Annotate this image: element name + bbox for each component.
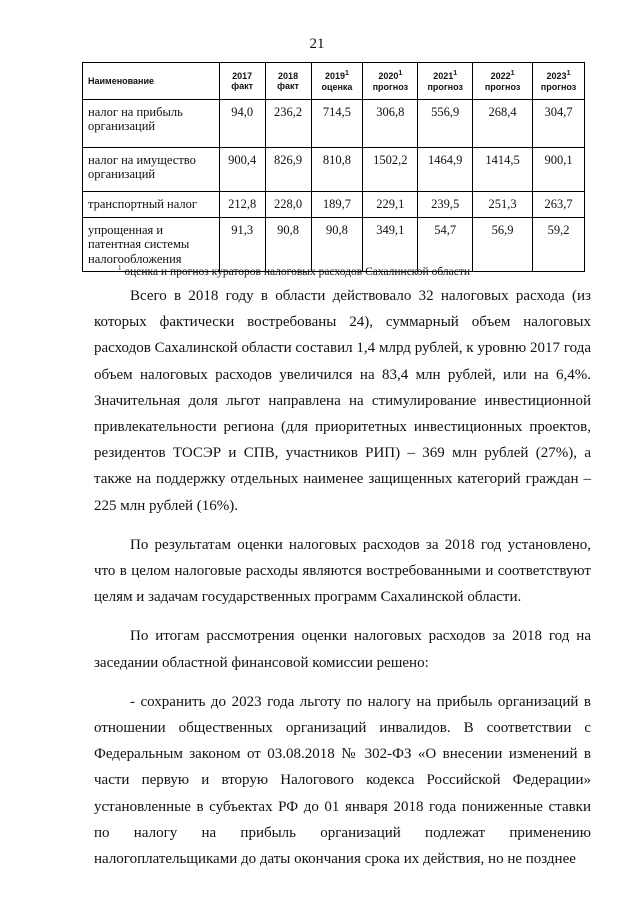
table-cell: 229,1 [363,192,418,218]
table-cell: 189,7 [311,192,363,218]
page-number: 21 [309,36,325,52]
table-cell: 90,8 [311,218,363,272]
paragraph: По итогам рассмотрения оценки налоговых расходов за 2018 год на заседании областной финансовой комиссии решено: [94,628,591,671]
header-sub: прогноз [540,81,577,92]
table-cell: 714,5 [311,100,363,148]
paragraph: По результатам оценки налоговых расходов за 2018 год установлено, что в целом налоговые расходы являются востребованными и соответствуют целям и задачам государственных программ Сахалинской области. [94,536,591,606]
row-label: упрощенная и патентная системы налогообложения [83,218,220,272]
table-cell: 54,7 [418,218,473,272]
table-cell: 810,8 [311,148,363,192]
header-footnote-marker: 1 [453,70,458,78]
table-row [83,100,585,148]
header-label: 2020 [378,71,399,82]
table-cell: 1502,2 [363,148,418,192]
table-cell: 556,9 [418,100,473,148]
row-label: транспортный налог [83,192,220,218]
paragraph: Всего в 2018 году в области действовало 32 налоговых расхода (из которых фактически востребованы 24), суммарный объем налоговых расходов Сахалинской области составил 1,4 млрд рублей, к уровню 2017 года объем налоговых расходов увеличился на 83,4 млн рублей, или на 6,4%. Значительная доля льгот направлена на стимулирование инвестиционной привлекательности региона (для приоритетных инвестиционных проектов, резидентов ТОСЭР и СПВ, участников РИП) – 369 млн рублей (27%), а также на поддержку отдельных наименее защищенных категорий граждан – 225 млн рублей (16%). [94,288,591,514]
table-cell: 251,3 [473,192,533,218]
header-sub: прогноз [372,81,409,92]
table-cell: 304,7 [533,100,585,148]
header-sub: прогноз [484,81,521,92]
header-label: 2017 [232,70,253,81]
footnote-text: оценка и прогноз кураторов налоговых расходов Сахалинской области [121,265,471,278]
header-label: 2023 [546,71,567,82]
table-cell: 239,5 [418,192,473,218]
row-label: налог на имущество организаций [83,148,220,192]
header-sub: оценка [321,81,353,92]
table-footnote [118,264,470,278]
header-year [363,63,418,100]
header-name [83,63,220,100]
table-cell: 306,8 [363,100,418,148]
table-cell: 56,9 [473,218,533,272]
footnote-marker: 1 [118,264,122,272]
header-label: 2018 [278,70,299,81]
row-label: налог на прибыль организаций [83,100,220,148]
table-cell: 236,2 [265,100,311,148]
header-footnote-marker: 1 [566,70,571,78]
header-label: 2019 [324,71,346,82]
table-cell: 212,8 [219,192,265,218]
header-year [219,63,265,100]
table-cell: 900,1 [533,148,585,192]
table-cell: 900,4 [219,148,265,192]
table-cell: 263,7 [533,192,585,218]
header-footnote-marker: 1 [398,70,403,78]
header-footnote-marker: 1 [345,70,349,78]
header-year [311,63,363,100]
paragraph: - сохранить до 2023 года льготу по налогу на прибыль организаций в отношении общественных организаций инвалидов. В соответствии с Федеральным законом от 03.08.2018 № 302-ФЗ «О внесении изменений в части первую и вторую Налогового кодекса Российской Федерации» установленные в субъектах РФ до 01 января 2018 года пониженные ставки по налогу на прибыль организаций подлежат применению налогоплательщиками до даты окончания срока их действия, но не позднее [94,693,591,868]
header-year [265,63,311,100]
table-cell: 268,4 [473,100,533,148]
header-sub: факт [231,81,254,91]
header-footnote-marker: 1 [510,70,515,78]
header-year [473,63,533,100]
table-row [83,148,585,192]
table-cell: 1414,5 [473,148,533,192]
table-header-row [83,63,585,100]
table-cell: 59,2 [533,218,585,272]
table-cell: 349,1 [363,218,418,272]
header-sub: прогноз [427,81,463,92]
tax-expenditure-table [82,62,585,272]
header-sub: факт [277,81,299,91]
header-label: Наименование [88,75,155,86]
table-row [83,192,585,218]
table-cell: 1464,9 [418,148,473,192]
table-cell: 826,9 [265,148,311,192]
table-cell: 94,0 [219,100,265,148]
header-year [418,63,473,100]
table-cell: 228,0 [265,192,311,218]
body-text [94,283,591,872]
header-year [533,63,585,100]
table-cell: 90,8 [265,218,311,272]
header-label: 2021 [433,71,454,82]
header-label: 2022 [490,71,511,82]
table-cell: 91,3 [219,218,265,272]
